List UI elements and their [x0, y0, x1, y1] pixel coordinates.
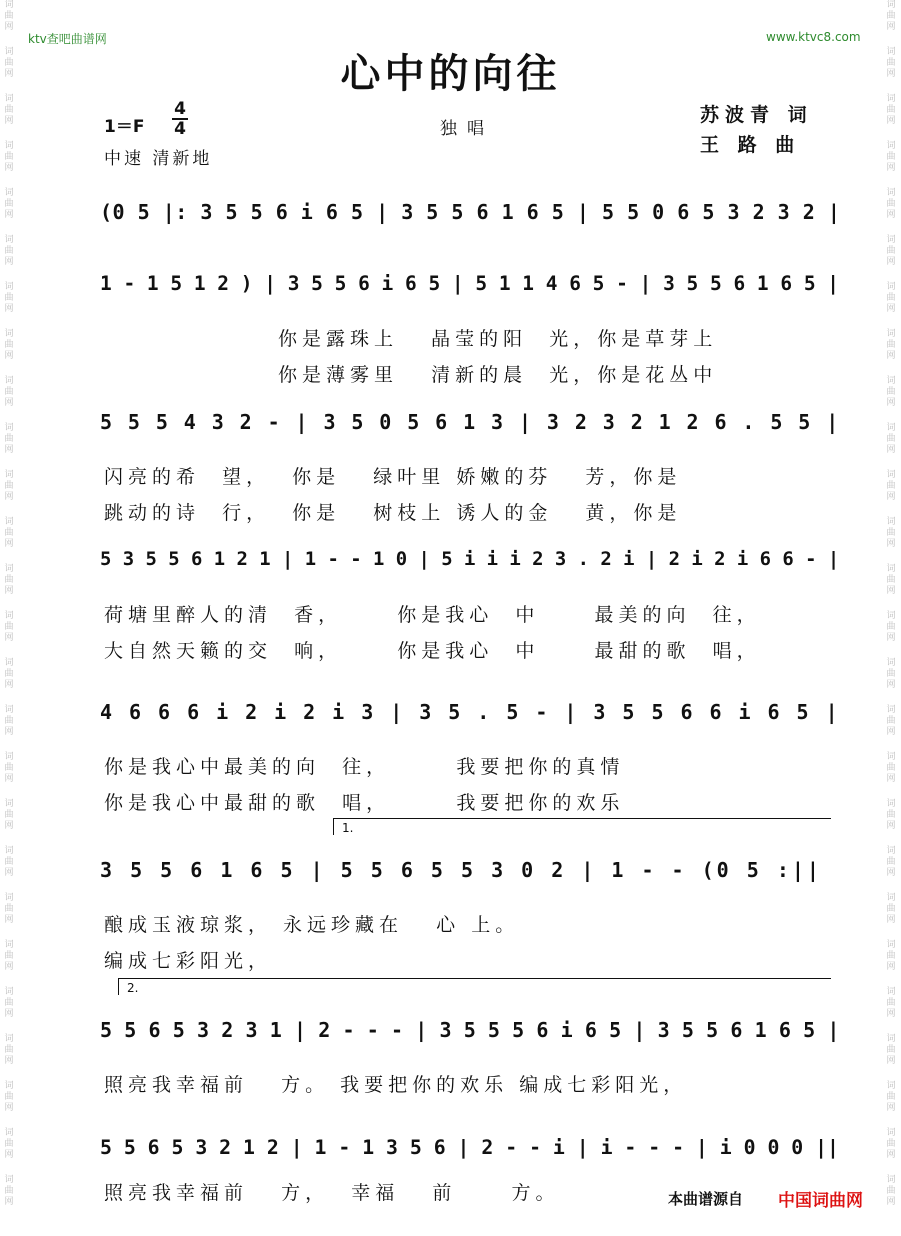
notation-row: [100, 700, 840, 740]
notation-row: [100, 858, 840, 898]
watermark-right-site: www.ktvc8.com: [766, 30, 861, 44]
volta-number: 2.: [127, 981, 139, 995]
watermark-char: 词 曲 网: [4, 893, 14, 925]
watermark-char: 词 曲 网: [886, 940, 896, 972]
lyric-line: 照亮我幸福前 方。 我要把你的欢乐 编成七彩阳光，: [104, 1074, 688, 1096]
watermark-char: 词 曲 网: [4, 423, 14, 455]
watermark-char: 词 曲 网: [886, 752, 896, 784]
notation-line: 5 5 6 5 3 2 1 2 | 1 - 1 3 5 6 | 2 - - i | i - - - | i 0 0 0 ||: [100, 1136, 839, 1159]
notation-line: 3 5 5 6 1 6 5 | 5 5 6 5 5 3 0 2 | 1 - - (0 5 :||: [100, 858, 822, 882]
performance-form: 独唱: [440, 119, 494, 139]
footer-source-site: 中国词曲网: [778, 1191, 863, 1211]
watermark-char: 词 曲 网: [4, 376, 14, 408]
watermark-char: 词 曲 网: [4, 940, 14, 972]
right-watermark-column: [884, 0, 898, 1236]
lyric-line: 照亮我幸福前 方， 幸福 前 方。: [104, 1182, 560, 1204]
watermark-char: 词 曲 网: [886, 517, 896, 549]
watermark-char: 词 曲 网: [886, 987, 896, 1019]
notation-row: [100, 548, 840, 588]
watermark-left-site: ktv查吧曲谱网: [28, 32, 107, 46]
watermark-char: 词 曲 网: [4, 329, 14, 361]
watermark-char: 词 曲 网: [4, 47, 14, 79]
watermark-char: 词 曲 网: [886, 1034, 896, 1066]
watermark-char: 词 曲 网: [4, 0, 14, 32]
watermark-char: 词 曲 网: [886, 1128, 896, 1160]
lyric-line: 跳动的诗 行， 你是 树枝上 诱人的金 黄，你是: [104, 502, 682, 524]
lyricist-credit: 苏波青 词: [700, 104, 813, 126]
watermark-char: 词 曲 网: [4, 705, 14, 737]
watermark-char: 词 曲 网: [4, 611, 14, 643]
notation-line: 5 5 6 5 3 2 3 1 | 2 - - - | 3 5 5 5 6 i 6 5 | 3 5 5 6 1 6 5 |: [100, 1018, 840, 1042]
watermark-char: 词 曲 网: [886, 705, 896, 737]
watermark-char: 词 曲 网: [886, 1081, 896, 1113]
watermark-char: 词 曲 网: [886, 658, 896, 690]
lyric-line: 酿成玉液琼浆， 永远珍藏在 心 上。: [104, 914, 520, 936]
watermark-char: 词 曲 网: [886, 893, 896, 925]
time-bottom: 4: [174, 119, 186, 139]
watermark-char: 词 曲 网: [4, 752, 14, 784]
notation-line: 5 5 5 4 3 2 - | 3 5 0 5 6 1 3 | 3 2 3 2 1 2 6 . 5 5 |: [100, 410, 841, 434]
watermark-char: 词 曲 网: [886, 1175, 896, 1207]
tempo-marking: 中速 清新地: [104, 149, 213, 169]
footer-source-text: 本曲谱源自: [668, 1190, 744, 1208]
left-watermark-column: [2, 0, 16, 1236]
volta-bracket: [333, 818, 831, 835]
notation-line: 4 6 6 6 i 2 i 2 i 3 | 3 5 . 5 - | 3 5 5 6 6 i 6 5 |: [100, 700, 841, 724]
watermark-char: 词 曲 网: [4, 470, 14, 502]
lyric-line: 你是薄雾里 清新的晨 光，你是花丛中: [278, 364, 718, 386]
volta-bracket: [118, 978, 831, 995]
time-top: 4: [174, 99, 186, 119]
notation-row: [100, 200, 840, 240]
watermark-char: 词 曲 网: [4, 1175, 14, 1207]
lyric-line: 荷塘里醉人的清 香， 你是我心 中 最美的向 往，: [104, 604, 761, 626]
watermark-char: 词 曲 网: [4, 1034, 14, 1066]
notation-row: [100, 410, 840, 450]
lyric-line: 你是露珠上 晶莹的阳 光，你是草芽上: [278, 328, 718, 350]
watermark-char: 词 曲 网: [4, 564, 14, 596]
lyric-line: 闪亮的希 望， 你是 绿叶里 娇嫩的芬 芳，你是: [104, 466, 682, 488]
watermark-char: 词 曲 网: [886, 188, 896, 220]
watermark-char: 词 曲 网: [886, 235, 896, 267]
watermark-char: 词 曲 网: [886, 0, 896, 32]
watermark-char: 词 曲 网: [4, 141, 14, 173]
key-signature: 1＝F: [104, 117, 145, 137]
watermark-char: 词 曲 网: [4, 94, 14, 126]
notation-row: [100, 272, 840, 312]
composer-credit: 王 路 曲: [700, 134, 801, 156]
watermark-char: 词 曲 网: [886, 846, 896, 878]
watermark-char: 词 曲 网: [886, 564, 896, 596]
watermark-char: 词 曲 网: [886, 329, 896, 361]
watermark-char: 词 曲 网: [886, 94, 896, 126]
notation-line: (0 5 |: 3 5 5 6 i 6 5 | 3 5 5 6 1 6 5 | 5 5 0 6 5 3 2 3 2 |: [100, 200, 841, 224]
time-signature: [172, 100, 188, 138]
notation-row: [100, 1018, 840, 1058]
watermark-char: 词 曲 网: [886, 423, 896, 455]
watermark-char: 词 曲 网: [886, 611, 896, 643]
lyric-line: 你是我心中最甜的歌 唱， 我要把你的欢乐: [104, 792, 625, 814]
watermark-char: 词 曲 网: [4, 1128, 14, 1160]
watermark-char: 词 曲 网: [4, 1081, 14, 1113]
watermark-char: 词 曲 网: [4, 658, 14, 690]
lyric-line: 编成七彩阳光，: [104, 950, 273, 972]
lyric-line: 你是我心中最美的向 往， 我要把你的真情: [104, 756, 625, 778]
watermark-char: 词 曲 网: [4, 799, 14, 831]
watermark-char: 词 曲 网: [4, 846, 14, 878]
notation-line: 1 - 1 5 1 2 ) | 3 5 5 6 i 6 5 | 5 1 1 4 6 5 - | 3 5 5 6 1 6 5 |: [100, 272, 840, 295]
watermark-char: 词 曲 网: [4, 235, 14, 267]
watermark-char: 词 曲 网: [4, 987, 14, 1019]
watermark-char: 词 曲 网: [4, 188, 14, 220]
watermark-char: 词 曲 网: [886, 141, 896, 173]
notation-row: [100, 1136, 840, 1176]
watermark-char: 词 曲 网: [4, 282, 14, 314]
volta-number: 1.: [342, 821, 354, 835]
watermark-char: 词 曲 网: [886, 282, 896, 314]
watermark-char: 词 曲 网: [886, 376, 896, 408]
notation-line: 5 3 5 5 6 1 2 1 | 1 - - 1 0 | 5 i i i 2 3 . 2 i | 2 i 2 i 6 6 - |: [100, 548, 840, 570]
lyric-line: 大自然天籁的交 响， 你是我心 中 最甜的歌 唱，: [104, 640, 761, 662]
watermark-char: 词 曲 网: [4, 517, 14, 549]
watermark-char: 词 曲 网: [886, 470, 896, 502]
watermark-char: 词 曲 网: [886, 47, 896, 79]
watermark-char: 词 曲 网: [886, 799, 896, 831]
song-title: 心中的向往: [340, 51, 561, 97]
